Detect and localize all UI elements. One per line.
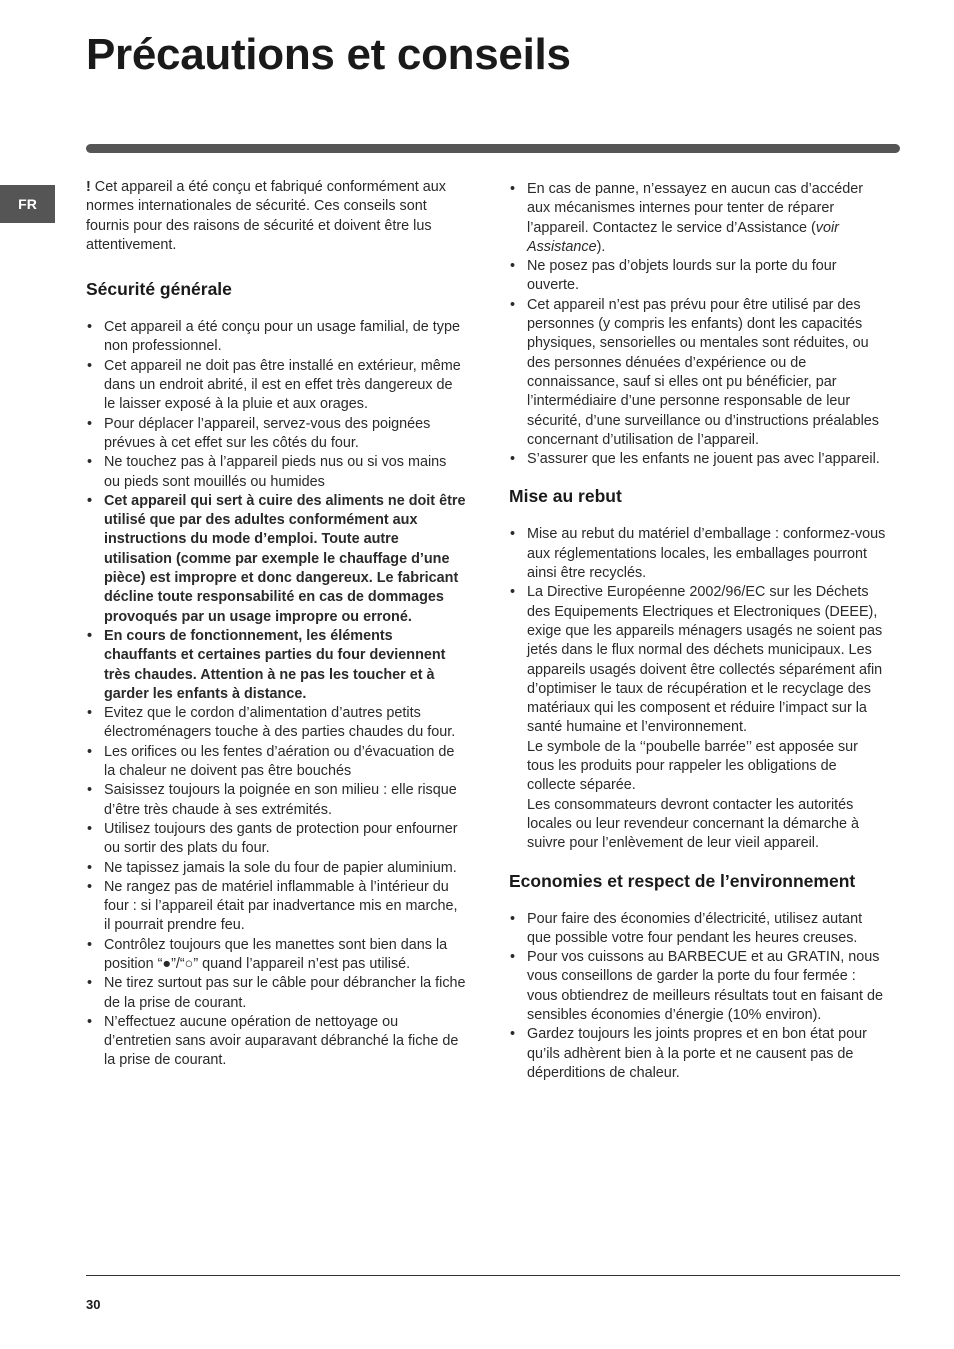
list-item-bold: • En cours de fonctionnement, les éléments chauffants et certaines parties du four deviennent très chaudes. Attention à ne pas les toucher et à garder les enfants à distance. [86, 627, 466, 704]
deee-paragraph: Les consommateurs devront contacter les autorités locales ou leur revendeur concernant la démarche à suivre pour l’enlèvement de leur vieil appareil. [527, 796, 859, 852]
list-item: • Gardez toujours les joints propres et en bon état pour qu’ils adhèrent bien à la porte et ne causent pas de déperditions de chaleur. [509, 1025, 889, 1083]
list-item: • Pour déplacer l’appareil, servez-vous des poignées prévues à cet effet sur les côtés du four. [86, 415, 466, 454]
left-column [86, 178, 466, 1071]
list-item: • Pour vos cuissons au BARBECUE et au GRATIN, nous vous conseillons de garder la porte du four fermée : vous obtiendrez de meilleurs résultats tout en faisant de sensibles économies d’énergie (10% environ). [509, 948, 889, 1025]
footer-divider [86, 1275, 900, 1276]
section-heading-securite: Sécurité générale [86, 279, 232, 300]
section-heading-rebut: Mise au rebut [509, 486, 622, 507]
intro-paragraph [86, 178, 466, 255]
list-item: • Ne tapissez jamais la sole du four de papier aluminium. [86, 859, 466, 878]
list-item [509, 583, 889, 853]
deee-paragraph: Le symbole de la ‘‘poubelle barrée’’ est apposée sur tous les produits pour rappeler les obligations de collecte séparée. [527, 738, 858, 794]
intro-text: Cet appareil a été conçu et fabriqué conformément aux normes internationales de sécurité. Ces conseils sont fournis pour des raisons de sécurité et doivent être lus attentivement. [86, 179, 446, 253]
list-item: • Evitez que le cordon d’alimentation d’autres petits électroménagers touche à des parties chaudes du four. [86, 704, 466, 743]
securite-list [86, 318, 466, 1071]
list-item: • Pour faire des économies d’électricité, utilisez autant que possible votre four pendant les heures creuses. [509, 910, 889, 949]
list-item: • Les orifices ou les fentes d’aération ou d’évacuation de la chaleur ne doivent pas être bouchés [86, 743, 466, 782]
list-item: • S’assurer que les enfants ne jouent pas avec l’appareil. [509, 450, 889, 469]
right-column [509, 178, 889, 1083]
list-item: • Saisissez toujours la poignée en son milieu : elle risque d’être très chaude à ses extrémités. [86, 781, 466, 820]
list-item: • N’effectuez aucune opération de nettoyage ou d’entretien sans avoir auparavant débranché la fiche de la prise de courant. [86, 1013, 466, 1071]
header-divider-bar [86, 144, 900, 153]
page-title: Précautions et conseils [86, 30, 571, 79]
deee-paragraph: • La Directive Européenne 2002/96/EC sur les Déchets des Equipements Electriques et Electroniques (DEEE), exige que les appareils ménagers usagés ne soient pas jetés dans le flux normal des déchets municipaux. Les appareils usagés doivent être collectés séparément afin d’optimiser le taux de récupération et le recyclage des matériaux qui les composent et réduire l’impact sur la santé humaine et l’environnement. [527, 584, 883, 736]
right-top-list [509, 180, 889, 469]
list-item: • Mise au rebut du matériel d’emballage : conformez-vous aux réglementations locales, les emballages pourront ainsi être recyclés. [509, 525, 889, 583]
list-item: • Ne posez pas d’objets lourds sur la porte du four ouverte. [509, 257, 889, 296]
list-item: • Cet appareil a été conçu pour un usage familial, de type non professionnel. [86, 318, 466, 357]
list-item-bold: • Cet appareil qui sert à cuire des aliments ne doit être utilisé que par des adultes conformément aux instructions du mode d’emploi. Toute autre utilisation (comme par exemple le chauffage d’une pièce) est impropre et donc dangereux. Le fabricant décline toute responsabilité en cas de dommages provoqués par un usage impropre ou erroné. [86, 492, 466, 627]
language-tab: FR [0, 185, 55, 223]
list-item: • Cet appareil n’est pas prévu pour être utilisé par des personnes (y compris les enfants) dont les capacités physiques, sensorielles ou mentales sont réduites, ou des personnes dénuées d’expérience ou de connaissance, sauf si elles ont pu bénéficier, par l’intermédiaire d’une personne responsable de leur sécurité, d’une surveillance ou d’instructions préalables concernant d’utilisation de l’appareil. [509, 296, 889, 450]
rebut-list [509, 525, 889, 853]
list-item: • Ne tirez surtout pas sur le câble pour débrancher la fiche de la prise de courant. [86, 974, 466, 1013]
warning-mark: ! [86, 179, 91, 195]
list-item-text: En cas de panne, n’essayez en aucun cas d’accéder aux mécanismes internes pour tenter de réparer l’appareil. Contactez le service d’Assistance ( [527, 181, 864, 236]
list-item: • Contrôlez toujours que les manettes sont bien dans la position “●”/“○” quand l’appareil n’est pas utilisé. [86, 936, 466, 975]
list-item: • Cet appareil ne doit pas être installé en extérieur, même dans un endroit abrité, il est en effet très dangereux de le laisser exposé à la pluie et aux orages. [86, 357, 466, 415]
list-item: • Ne rangez pas de matériel inflammable à l’intérieur du four : si l’appareil était par inadvertance mis en marche, il pourrait prendre feu. [86, 878, 466, 936]
list-item: • Utilisez toujours des gants de protection pour enfourner ou sortir des plats du four. [86, 820, 466, 859]
section-heading-economies: Economies et respect de l’environnement [509, 870, 856, 891]
assistance-reference: voir Assistance [527, 219, 839, 255]
list-item-text: ). [596, 238, 606, 255]
list-item [509, 180, 889, 257]
page-number: 30 [86, 1297, 101, 1312]
economies-list [509, 910, 889, 1084]
list-item: • Ne touchez pas à l’appareil pieds nus ou si vos mains ou pieds sont mouillés ou humides [86, 453, 466, 492]
